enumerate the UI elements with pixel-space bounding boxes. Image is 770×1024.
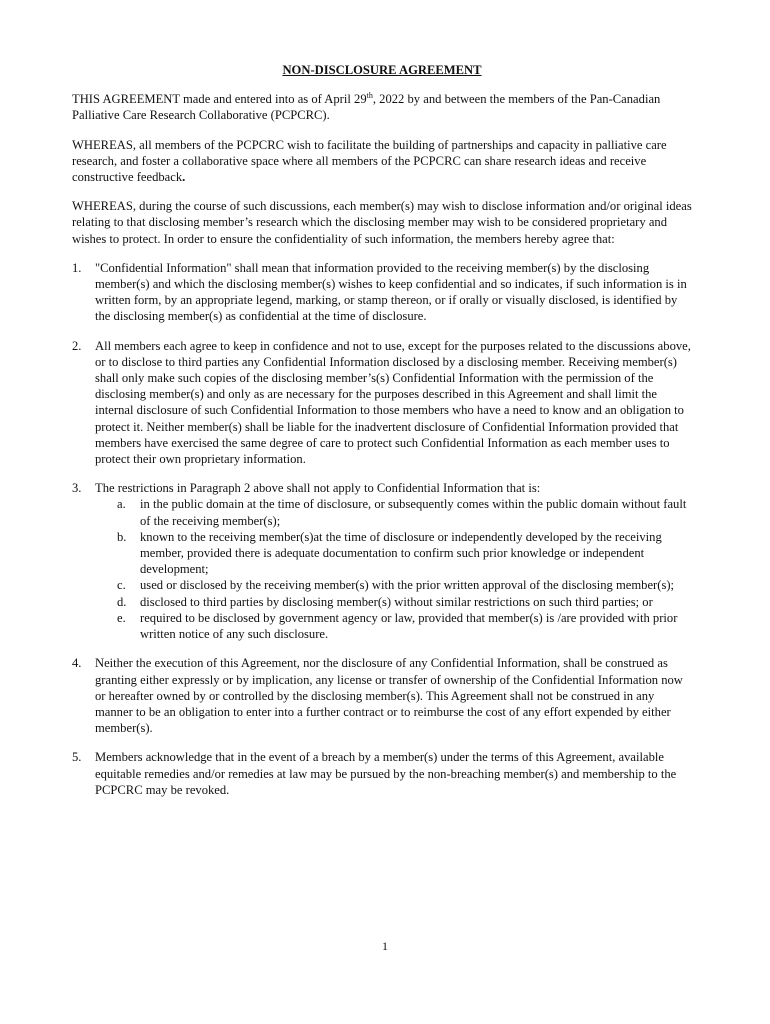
clause-4 xyxy=(72,655,692,736)
exception-text: required to be disclosed by government agency or law, provided that member(s) is /are provided with prior written notice of any such disclosure. xyxy=(140,610,678,642)
whereas-1-period: . xyxy=(182,170,186,185)
clause-number: 4. xyxy=(72,656,82,671)
document-title: NON-DISCLOSURE AGREEMENT xyxy=(282,63,482,77)
exception-letter: b. xyxy=(117,529,127,544)
clause-number: 3. xyxy=(72,481,82,496)
whereas-1-text: WHEREAS, all members of the PCPCRC wish to facilitate the building of partnerships and capacity in palliative care research, and foster a collaborative space where all members of the PCPCRC can share research ideas and receive constructive feedback xyxy=(72,137,667,185)
clause-text: Neither the execution of this Agreement, nor the disclosure of any Confidential Information, shall be construed as granting either expressly or by implication, any license or transfer of ownership of the Confidential Information now or hereafter owned by or controlled by the disclosing member(s). This Agreement shall not be construed in any manner to be an obligation to enter into a further contract or to reimburse the cost of any effort expended by either member(s). xyxy=(95,656,683,736)
intro-text-start: THIS AGREEMENT made and entered into as of April 29 xyxy=(72,92,367,107)
intro-paragraph xyxy=(72,91,692,123)
exception-item-c xyxy=(117,577,692,593)
exception-item-a xyxy=(117,496,692,528)
clause-text: The restrictions in Paragraph 2 above shall not apply to Confidential Information that is: xyxy=(95,481,541,496)
clause-number: 5. xyxy=(72,750,82,765)
exception-list xyxy=(95,496,692,642)
exception-item-e xyxy=(117,610,692,642)
exception-text: known to the receiving member(s)at the time of disclosure or independently developed by the receiving member, provided there is adequate documentation to confirm such prior knowledge or independent development; xyxy=(140,529,662,577)
page-number: 1 xyxy=(382,939,388,953)
exception-item-b xyxy=(117,529,692,578)
clause-2 xyxy=(72,338,692,468)
date-ordinal-suffix: th xyxy=(366,91,373,101)
document-page xyxy=(72,62,692,811)
clause-body xyxy=(95,480,692,642)
exception-text: disclosed to third parties by disclosing member(s) without similar restrictions on such third parties; or xyxy=(140,594,653,609)
clause-number: 2. xyxy=(72,338,82,353)
whereas-paragraph-2: WHEREAS, during the course of such discussions, each member(s) may wish to disclose information and/or original ideas relating to that disclosing member’s research which the disclosing member may wish to be considered proprietary and wishes to protect. In order to ensure the confidentiality of such information, the members hereby agree that: xyxy=(72,199,692,246)
exception-letter: c. xyxy=(117,578,126,593)
exception-letter: a. xyxy=(117,497,126,512)
exception-text: used or disclosed by the receiving member(s) with the prior written approval of the disclosing member(s); xyxy=(140,578,675,593)
clause-number: 1. xyxy=(72,260,82,275)
clause-3 xyxy=(72,480,692,642)
whereas-paragraph-1 xyxy=(72,137,692,186)
exception-text: in the public domain at the time of disclosure, or subsequently comes within the public domain without fault of the receiving member(s); xyxy=(140,497,687,528)
exception-letter: d. xyxy=(117,594,127,609)
exception-letter: e. xyxy=(117,610,126,625)
clause-5 xyxy=(72,749,692,798)
intro-text-end: , 2022 by and between the members of the Pan-Canadian Palliative Care Research Collaborative (PCPCRC). xyxy=(72,92,661,123)
clause-text: Members acknowledge that in the event of a breach by a member(s) under the terms of this Agreement, available equitable remedies and/or remedies at law may be pursued by the non-breaching member(s) and membership to the PCPCRC may be revoked. xyxy=(95,750,677,797)
clause-text: "Confidential Information" shall mean that information provided to the receiving member(s) by the disclosing member(s) and which the disclosing member(s) wishes to keep confidential and so indicates, if such information is in written form, by an appropriate legend, marking, or stamp thereon, or if orally or visually disclosed, is identified by the disclosing member(s) as confidential at the time of disclosure. xyxy=(95,260,687,324)
clause-text: All members each agree to keep in confidence and not to use, except for the purposes related to the discussions above, or to disclose to third parties any Confidential Information disclosed by a disclosing member. Receiving member(s) shall only make such copies of the disclosing member’s(s) Confidential Information with the permission of the disclosing member(s) and only as are necessary for the purposes described in this Agreement and shall limit the internal disclosure of such Confidential Information to those members who have a need to know and an obligation to protect it. Neither member(s) shall be liable for the inadvertent disclosure of Confidential Information provided that members have exercised the same degree of care to protect such Confidential Information as each member uses to protect their own proprietary information. xyxy=(95,338,691,467)
exception-item-d xyxy=(117,594,692,610)
clause-1 xyxy=(72,260,692,325)
